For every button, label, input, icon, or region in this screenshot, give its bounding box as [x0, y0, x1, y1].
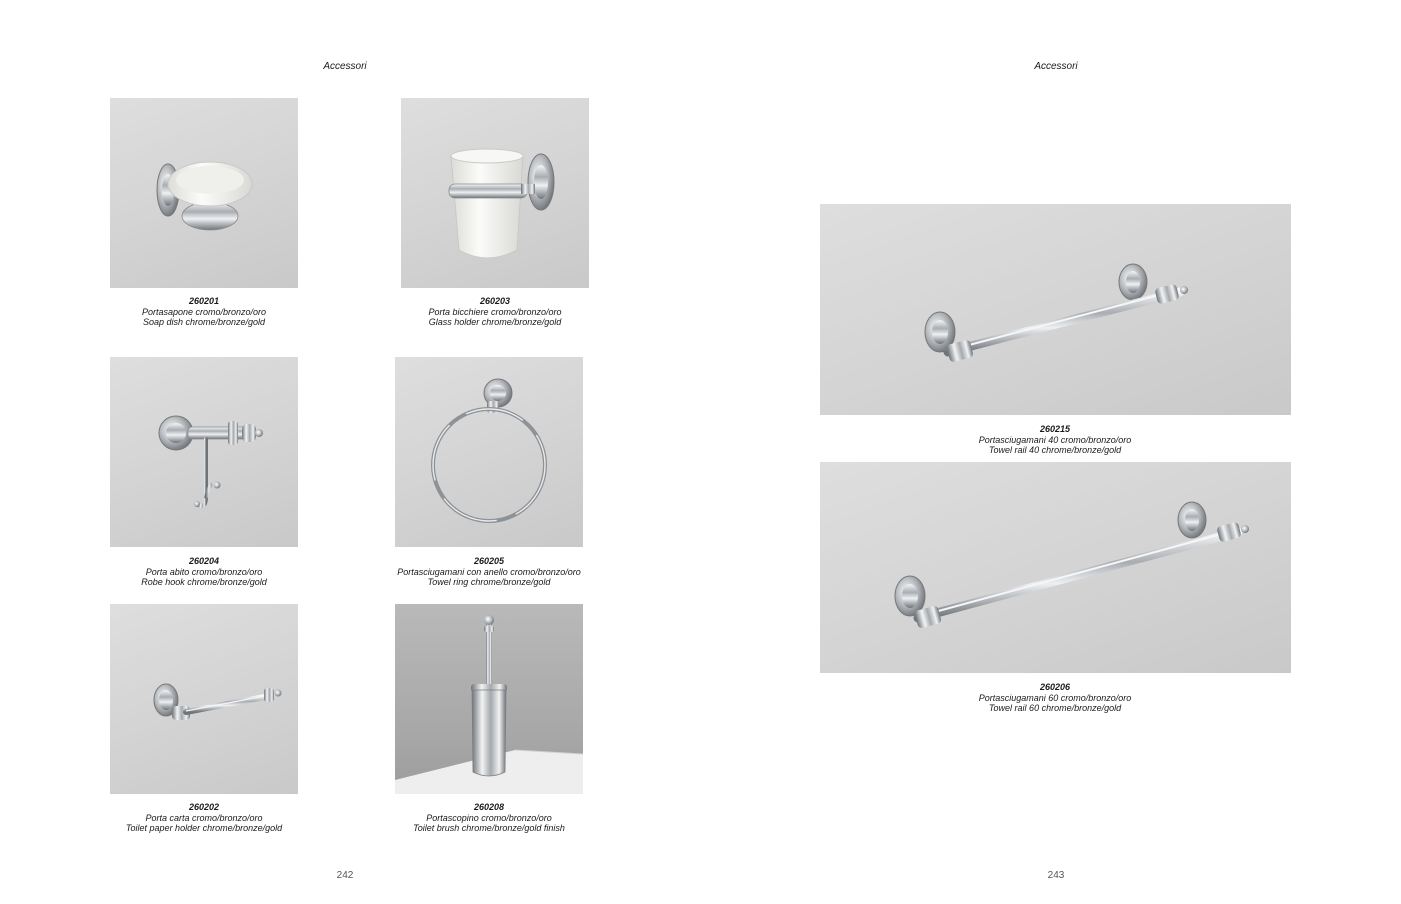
product-code: 260201: [188, 296, 220, 306]
product-caption: [930, 682, 1180, 714]
towel-rail-icon: [820, 204, 1291, 415]
product-name-en: Towel ring chrome/bronze/gold: [427, 577, 551, 587]
product-name-en: Robe hook chrome/bronze/gold: [141, 577, 267, 587]
product-name-en: Glass holder chrome/bronze/gold: [428, 317, 562, 327]
page-number: 242: [336, 870, 354, 881]
product-code: 260202: [188, 802, 220, 812]
robe-hook-icon: [110, 357, 298, 547]
product-name-en: Toilet paper holder chrome/bronze/gold: [125, 823, 283, 833]
product-name-en: Towel rail 60 chrome/bronze/gold: [988, 703, 1122, 713]
left-page: [0, 0, 700, 904]
toilet-paper-holder-icon: [110, 604, 298, 794]
product-caption: [395, 296, 595, 328]
product-code: 260215: [1039, 424, 1071, 434]
page-number: 243: [1047, 870, 1065, 881]
product-caption: [104, 296, 304, 328]
product-caption: [389, 556, 589, 588]
product-caption: [104, 802, 304, 834]
soap-dish-icon: [110, 98, 298, 288]
product-name-en: Towel rail 40 chrome/bronze/gold: [988, 445, 1122, 455]
product-name-it: Portasciugamani 60 cromo/bronzo/oro: [978, 692, 1132, 703]
product-caption: [930, 424, 1180, 456]
toilet-brush-icon: [395, 604, 583, 794]
product-code: 260208: [473, 802, 505, 812]
product-name-it: Portasciugamani 40 cromo/bronzo/oro: [978, 434, 1132, 445]
towel-ring-icon: [395, 357, 583, 547]
product-name-it: Portascopino cromo/bronzo/oro: [426, 812, 552, 823]
product-code: 260203: [479, 296, 511, 306]
section-title: Accessori: [323, 61, 367, 72]
product-caption: [104, 556, 304, 588]
section-title: Accessori: [1034, 61, 1078, 72]
product-name-it: Porta carta cromo/bronzo/oro: [145, 812, 263, 823]
product-name-it: Porta bicchiere cromo/bronzo/oro: [428, 306, 562, 317]
product-name-it: Portasapone cromo/bronzo/oro: [141, 306, 267, 317]
product-code: 260206: [1039, 682, 1071, 692]
product-caption: [389, 802, 589, 834]
product-name-it: Porta abito cromo/bronzo/oro: [145, 566, 263, 577]
product-name-en: Toilet brush chrome/bronze/gold finish: [413, 823, 565, 833]
towel-rail-icon: [820, 462, 1291, 673]
product-name-en: Soap dish chrome/bronze/gold: [142, 317, 266, 327]
glass-holder-icon: [401, 98, 589, 288]
product-code: 260204: [188, 556, 220, 566]
product-name-it: Portasciugamani con anello cromo/bronzo/oro: [397, 566, 581, 577]
product-code: 260205: [473, 556, 505, 566]
right-page: [700, 0, 1401, 904]
